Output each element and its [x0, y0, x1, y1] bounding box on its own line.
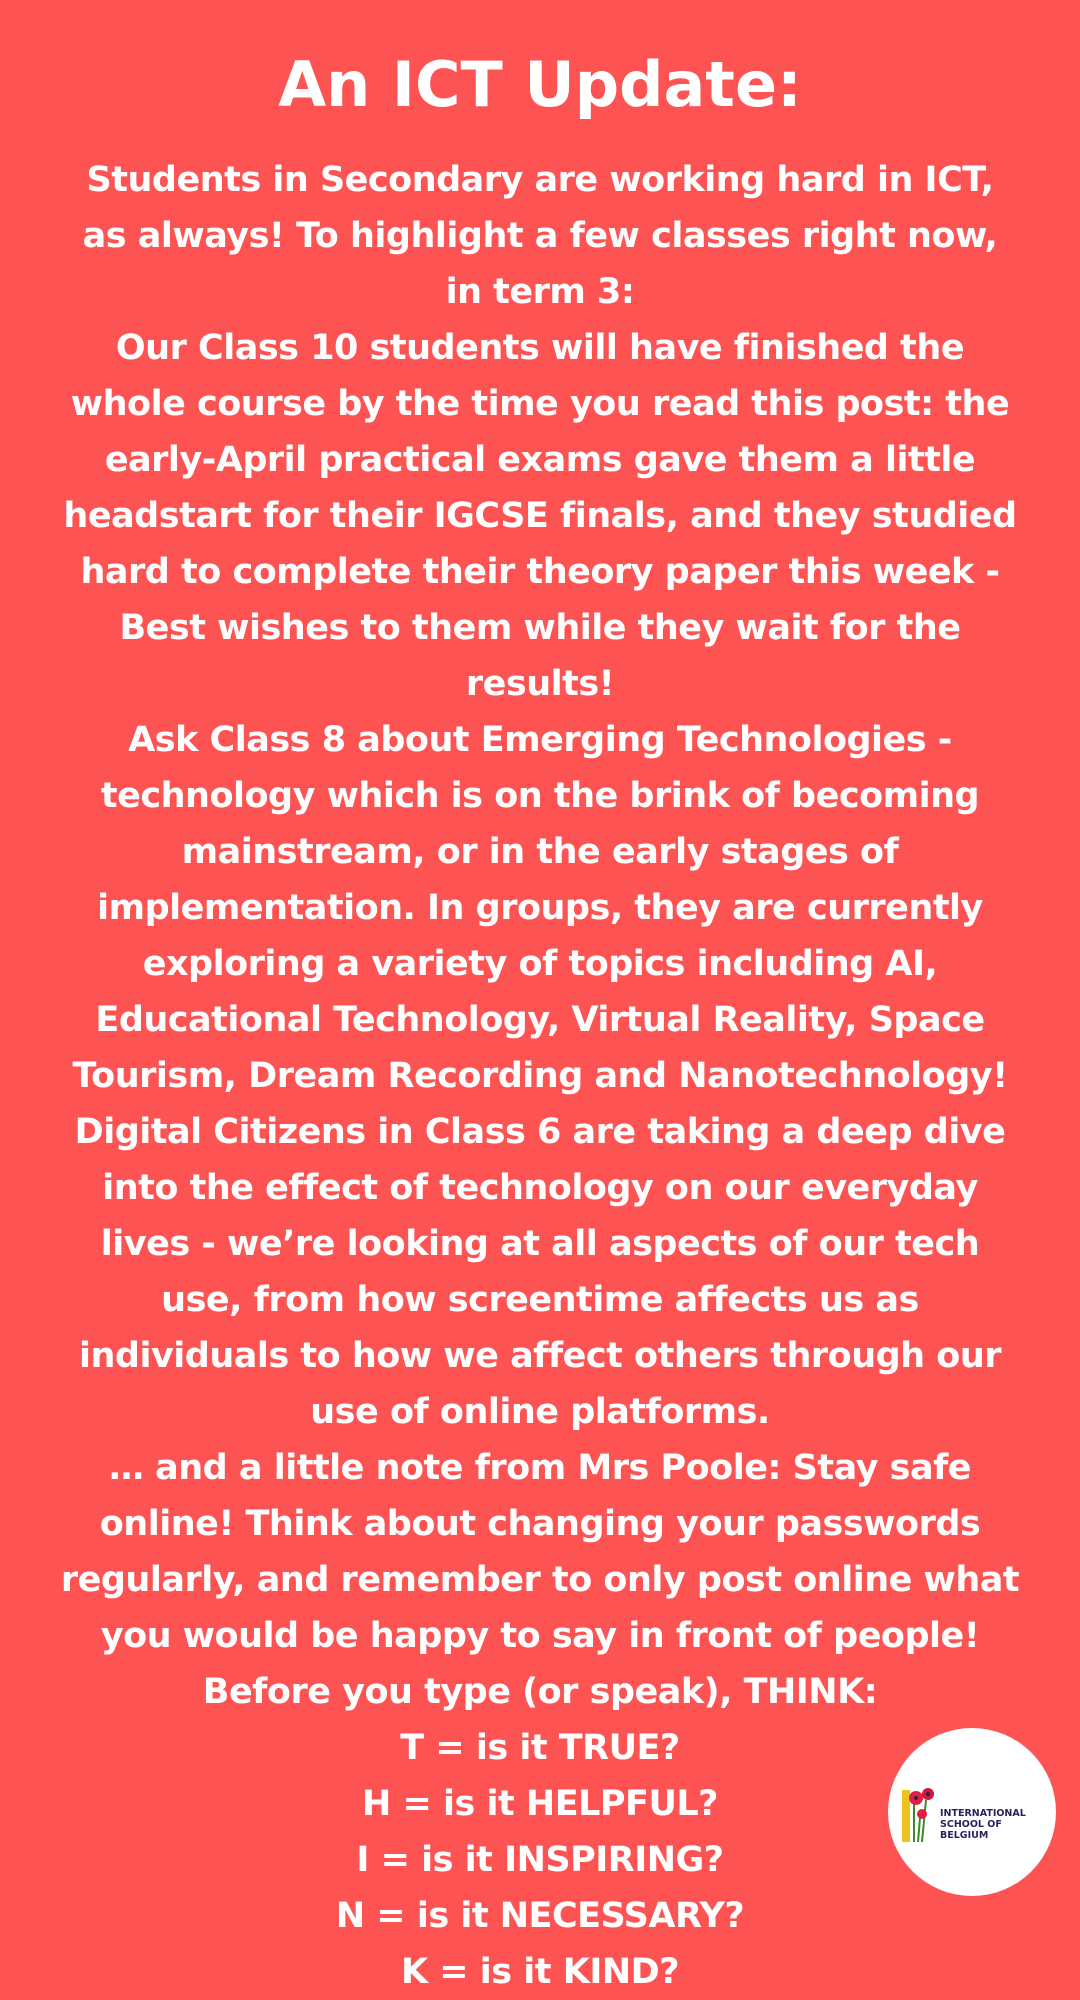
logo-text-line3: BELGIUM	[940, 1830, 989, 1841]
think-line-n: N = is it NECESSARY?	[335, 1896, 745, 1936]
think-line-h: H = is it HELPFUL?	[361, 1784, 718, 1824]
paragraph-intro: Students in Secondary are working hard in ICT, as always! To highlight a few classes right now, in term 3:	[82, 160, 998, 312]
think-line-k: K = is it KIND?	[400, 1952, 680, 1992]
article-body	[60, 152, 1020, 2000]
paragraph-note: … and a little note from Mrs Poole: Stay safe online! Think about changing your passwords regularly, and remember to only post online what you would be happy to say in front of people!	[60, 1448, 1020, 1656]
think-line-i: I = is it INSPIRING?	[356, 1840, 724, 1880]
school-logo	[888, 1728, 1056, 1896]
think-line-t: T = is it TRUE?	[400, 1728, 680, 1768]
paragraph-class-6: Digital Citizens in Class 6 are taking a deep dive into the effect of technology on our everyday lives - we’re looking at all aspects of our tech use, from how screentime affects us as individuals to how we affect others through our use of online platforms.	[74, 1112, 1006, 1432]
logo-text-line1: INTERNATIONAL	[940, 1808, 1026, 1819]
paragraph-class-8: Ask Class 8 about Emerging Technologies - technology which is on the brink of becoming mainstream, or in the early stages of implementation. In groups, they are currently exploring a variety of topics including AI, Educational Technology, Virtual Reality, Space Tourism, Dream Recording and Nanotechnology!	[72, 720, 1008, 1096]
school-logo-graphic	[892, 1772, 1052, 1852]
paragraph-think-intro: Before you type (or speak), THINK:	[202, 1672, 878, 1712]
paragraph-class-10: Our Class 10 students will have finished the whole course by the time you read this post: the early-April practical exams gave them a little headstart for their IGCSE finals, and they studied hard to complete their theory paper this week - Best wishes to them while they wait for the results!	[63, 328, 1017, 704]
page-title: An ICT Update:	[278, 48, 802, 121]
logo-text-line2: SCHOOL OF	[940, 1819, 1002, 1830]
